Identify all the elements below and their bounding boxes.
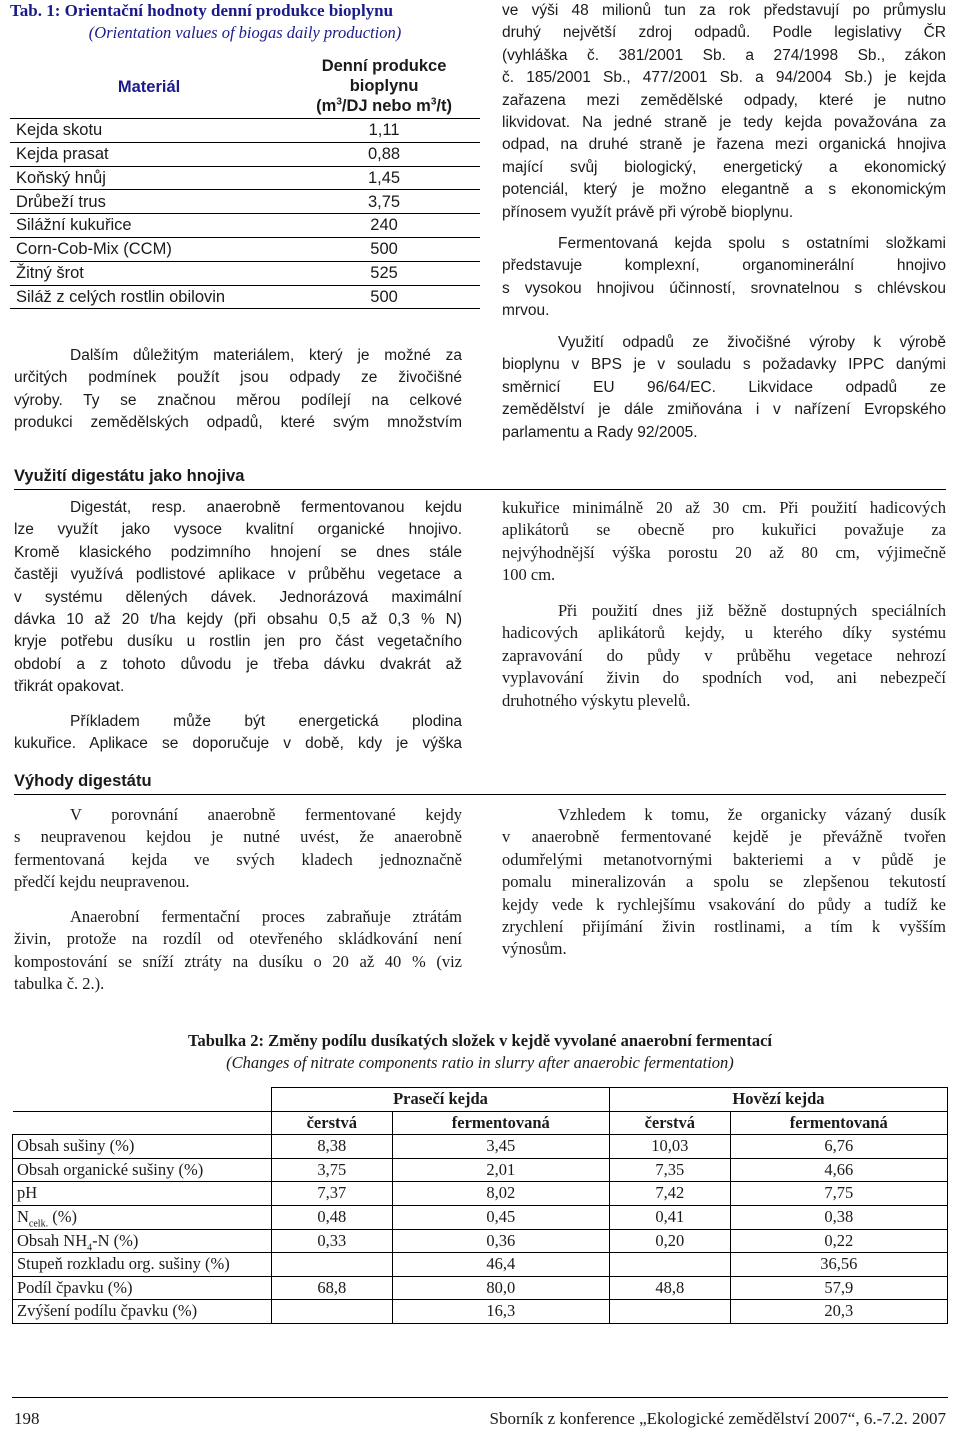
table2-col-fermented: fermentovaná	[392, 1111, 609, 1135]
cell-value: 46,4	[392, 1253, 609, 1277]
row-label: Obsah sušiny (%)	[13, 1135, 272, 1159]
table-row	[13, 1229, 948, 1253]
cell-value: 7,42	[609, 1182, 730, 1206]
table2-group-pig-slurry: Prasečí kejda	[272, 1088, 610, 1112]
intro-left-paragraph: Dalším důležitým materiálem, který je možné za určitých podmínek použít jsou odpady ze živočišné výroby. Ty se značnou měrou podílejí na celkové produkci zemědělských odpadů, které svým množstvím	[14, 347, 462, 432]
material-cell: Kejda skotu	[10, 119, 288, 143]
value-cell: 1,11	[288, 119, 480, 143]
section1-left-paragraph-2: Příkladem může být energetická plodina kukuřice. Aplikace se doporučuje v době, kdy je výška	[14, 713, 462, 753]
conference-name: Sborník z konference „Ekologické zemědělství 2007“, 6.-7.2. 2007	[489, 1409, 946, 1428]
cell-value: 4,66	[730, 1158, 947, 1182]
cell-value: 0,41	[609, 1205, 730, 1229]
cell-value	[609, 1253, 730, 1277]
table-row	[10, 237, 480, 261]
table2-group-header-row	[13, 1088, 948, 1112]
header-value-line3: ($m^3/DJ$ nebo $m^3/t$)	[316, 96, 452, 115]
table-row	[13, 1135, 948, 1159]
table-row	[10, 214, 480, 238]
cell-value: 0,48	[272, 1205, 393, 1229]
table-row	[13, 1205, 948, 1229]
intro-right-paragraph-3: Využití odpadů ze živočišné výroby k výrobě bioplynu v BPS je v souladu s požadavky IPPC danými směrnicí EU 96/64/EC. Likvidace odpadů ze zemědělství je dále zmiňována i v nařízení Evropského parlamentu a Rady 92/2005.	[502, 334, 946, 441]
table2-col-fresh: čerstvá	[609, 1111, 730, 1135]
table2-column-header-row	[13, 1111, 948, 1135]
cell-value: 7,37	[272, 1182, 393, 1206]
cell-value: 3,45	[392, 1135, 609, 1159]
value-cell: 240	[288, 214, 480, 238]
table-row	[13, 1253, 948, 1277]
material-cell: Corn-Cob-Mix (CCM)	[10, 237, 288, 261]
header-value-line2: bioplynu	[349, 77, 419, 95]
section-heading-digestate-advantages: Výhody digestátu	[14, 770, 946, 795]
row-label: Zvýšení podílu čpavku (%)	[13, 1300, 272, 1324]
cell-value: 48,8	[609, 1276, 730, 1300]
cell-value: 0,20	[609, 1229, 730, 1253]
cell-value	[272, 1253, 393, 1277]
cell-value: 10,03	[609, 1135, 730, 1159]
row-label: pH	[13, 1182, 272, 1206]
table1	[10, 56, 480, 309]
intro-right-paragraph-1: ve výši 48 milionů tun za rok představují po průmyslu druhý největší zdroj odpadů. Podle legislativy ČR (vyhláška č. 381/2001 Sb. a 274/1998 Sb., zákon č. 185/2001 Sb., 477/2001 Sb. a 94/2004 Sb.) je kejda zařazena mezi zemědělské odpady, které je nutno likvidovat. Na jedné straně je tedy kejda považována za odpad, na druhé straně je řazena mezi organická hnojiva mající svůj biologický, energetický a ekonomický potenciál, který je možno elegantně a s ekonomickým přínosem využít právě při výrobě bioplynu.	[502, 2, 946, 221]
cell-value: 68,8	[272, 1276, 393, 1300]
cell-value: 3,75	[272, 1158, 393, 1182]
row-label: Podíl čpavku (%)	[13, 1276, 272, 1300]
cell-value: 16,3	[392, 1300, 609, 1324]
material-cell: Koňský hnůj	[10, 166, 288, 190]
intro-right-paragraph-2: Fermentovaná kejda spolu s ostatními složkami představuje komplexní, organominerální hnojivo s vysokou hnojivou účinností, srovnatelnou s chlévskou mrvou.	[502, 235, 946, 320]
row-label: $N_{celk.}$ (%)	[13, 1205, 272, 1229]
table2-subtitle: (Changes of nitrate components ratio in slurry after anaerobic fermentation)	[226, 1053, 734, 1072]
section1-left-paragraph-1: Digestát, resp. anaerobně fermentovanou kejdu lze využít jako vysoce kvalitní organické hnojivo. Kromě klasického podzimního hnojení se dnes stále častěji využívá podlistové aplikace v průběhu vegetace a v systému dělených dávek. Jednorázová maximální dávka 10 až 20 t/ha kejdy (při obsahu 0,5 až 0,3 % N) kryje potřebu dusíku u rostlin jen pro část vegetačního období a z tohoto důvodu je třeba dávku dvakrát až třikrát opakovat.	[14, 499, 462, 696]
table-row	[13, 1158, 948, 1182]
cell-value: 20,3	[730, 1300, 947, 1324]
page-number: 198	[14, 1409, 40, 1428]
cell-value: 57,9	[730, 1276, 947, 1300]
table-row	[13, 1182, 948, 1206]
cell-value	[272, 1300, 393, 1324]
table-row	[13, 1276, 948, 1300]
material-cell: Žitný šrot	[10, 261, 288, 285]
cell-value: 7,75	[730, 1182, 947, 1206]
table2-group-cattle-slurry: Hovězí kejda	[609, 1088, 947, 1112]
cell-value: 8,02	[392, 1182, 609, 1206]
table2	[12, 1087, 948, 1324]
cell-value: 2,01	[392, 1158, 609, 1182]
cell-value: 0,45	[392, 1205, 609, 1229]
table-row	[10, 166, 480, 190]
section-heading-digestate-fertilizer: Využití digestátu jako hnojiva	[14, 465, 946, 490]
row-label: Stupeň rozkladu org. sušiny (%)	[13, 1253, 272, 1277]
cell-value: 0,36	[392, 1229, 609, 1253]
cell-value: 80,0	[392, 1276, 609, 1300]
table-row	[10, 261, 480, 285]
table2-col-fermented: fermentovaná	[730, 1111, 947, 1135]
table1-header-row	[10, 56, 480, 119]
table1-header-material: Materiál	[10, 56, 288, 119]
table-row	[10, 190, 480, 214]
table2-col-fresh: čerstvá	[272, 1111, 393, 1135]
section1-right-paragraph-1: kukuřice minimálně 20 až 30 cm. Při použití hadicových aplikátorů se obecně pro kukuřici považuje za nejvýhodnější výška porostu 20 až 80 cm, výjimečně 100 cm.	[502, 498, 946, 585]
table-row	[13, 1300, 948, 1324]
table2-title: Tabulka 2: Změny podílu dusíkatých složek v kejdě vyvolané anaerobní fermentací	[188, 1031, 772, 1050]
material-cell: Kejda prasat	[10, 142, 288, 166]
value-cell: 1,45	[288, 166, 480, 190]
value-cell: 3,75	[288, 190, 480, 214]
section2-left-paragraph-1: V porovnání anaerobně fermentované kejdy s neupravenou kejdou je nutné uvést, že anaerobně fermentovaná kejda ve svých kladech jednoznačně předčí kejdu neupravenou.	[14, 805, 462, 892]
section2-left-paragraph-2: Anaerobní fermentační proces zabraňuje ztrátám živin, protože na rozdíl od otevřeného skládkování není kompostování se sníží ztráty na dusíku o 20 až 40 % (viz tabulka č. 2.).	[14, 907, 462, 994]
cell-value: 7,35	[609, 1158, 730, 1182]
table1-title: Tab. 1: Orientační hodnoty denní produkce bioplynu	[10, 1, 394, 20]
table1-header-value	[288, 56, 480, 119]
value-cell: 500	[288, 237, 480, 261]
cell-value	[609, 1300, 730, 1324]
section2-right-paragraph-1: Vzhledem k tomu, že organicky vázaný dusík v anaerobně fermentované kejdě je převážně tvořen odumřelými metanotvornými bakteriemi a v půdě je pomalu mineralizován a spolu se zlepšenou tekutostí kejdy vede k rychlejšímu vsakování do půdy a tudíž ke zrychlení přijímání živin rostlinami, a tím k vyšším výnosům.	[502, 805, 946, 959]
material-cell: Silážní kukuřice	[10, 214, 288, 238]
table1-subtitle: (Orientation values of biogas daily production)	[88, 23, 402, 42]
table-row	[10, 142, 480, 166]
material-cell: Drůbeží trus	[10, 190, 288, 214]
material-cell: Siláž z celých rostlin obilovin	[10, 285, 288, 309]
cell-value: 0,22	[730, 1229, 947, 1253]
cell-value: 36,56	[730, 1253, 947, 1277]
cell-value: 8,38	[272, 1135, 393, 1159]
footer-divider	[12, 1397, 948, 1398]
cell-value: 0,33	[272, 1229, 393, 1253]
table-row	[10, 285, 480, 309]
section1-right-paragraph-2: Při použití dnes již běžně dostupných speciálních hadicových aplikátorů kejdy, u kterého díky systému zapravování do půdy v průběhu vegetace nehrozí vyplavování živin do spodních vod, ani nebezpečí druhotného výskytu plevelů.	[502, 601, 946, 710]
cell-value: 6,76	[730, 1135, 947, 1159]
cell-value: 0,38	[730, 1205, 947, 1229]
table-row	[10, 119, 480, 143]
value-cell: 525	[288, 261, 480, 285]
row-label: Obsah organické sušiny (%)	[13, 1158, 272, 1182]
table2-corner-cell	[13, 1111, 272, 1135]
row-label: Obsah $NH_4-N$ (%)	[13, 1229, 272, 1253]
header-value-line1: Denní produkce	[321, 57, 447, 75]
value-cell: 500	[288, 285, 480, 309]
table2-corner-cell	[13, 1088, 272, 1112]
value-cell: 0,88	[288, 142, 480, 166]
